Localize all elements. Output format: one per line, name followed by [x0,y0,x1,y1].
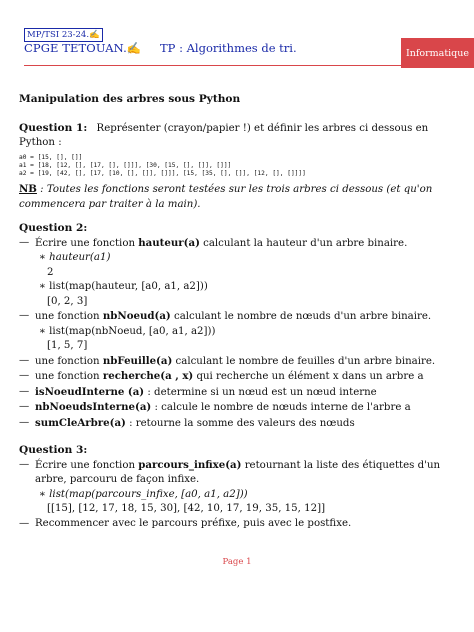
example-result: [1, 5, 7] [47,340,88,352]
question-1-text: Représenter (crayon/papier !) et définir les arbres ci dessous en Python : [19,122,429,148]
example-result: [0, 2, 3] [47,295,88,307]
class-badge: MP/TSI 23-24.✍ [24,28,103,42]
code-line-a2: a2 = [19, [42, [], [17, [10, [], []], []]], [15, [35, [], []], [12, [], []]]] [19,170,306,178]
page-title: Manipulation des arbres sous Python [19,93,241,105]
code-line-a0: a0 = [15, [], []] [19,153,83,161]
school-name: CPGE TETOUAN.✍ [24,41,142,55]
list-item: — Écrire une fonction parcours_infixe(a) retournant la liste des étiquettes d'un arbre, parcouru de façon infixe. [19,458,441,486]
list-item: — Écrire une fonction hauteur(a) calculant la hauteur d'un arbre binaire. [19,236,408,249]
question-1 [19,121,459,213]
function-name: isNoeudInterne (a) [35,385,145,398]
function-name: nbFeuille(a) [102,354,173,367]
code-block [19,154,459,179]
list-item: — nbNoeudsInterne(a) : calcule le nombre de nœuds interne de l'arbre a [19,401,411,414]
example-result: [[15], [12, 17, 18, 15, 30], [42, 10, 17, 19, 35, 15, 12]] [47,503,326,515]
function-name: nbNoeudsInterne(a) [35,401,152,414]
list-item: — Recommencer avec le parcours préfixe, puis avec le postfixe. [19,517,352,529]
list-item: — une fonction recherche(a , x) qui recherche un élément x dans un arbre a [19,370,424,383]
function-name: parcours_infixe(a) [138,458,242,471]
list-item: — une fonction nbFeuille(a) calculant le nombre de feuilles d'un arbre binaire. [19,354,436,367]
question-1-label: Question 1: [19,121,88,134]
nb-note [19,182,459,212]
example-call: ∗ list(map(nbNoeud, [a0, a1, a2])) [39,325,216,337]
example-call: ∗ list(map(hauteur, [a0, a1, a2])) [39,281,208,293]
list-item: — une fonction nbNoeud(a) calculant le nombre de nœuds d'un arbre binaire. [19,310,432,323]
list-item: — sumCleArbre(a) : retourne la somme des valeurs des nœuds [19,416,355,429]
question-3 [19,443,459,531]
question-3-label: Question 3: [19,444,88,457]
question-2 [19,221,459,431]
question-2-label: Question 2: [19,222,88,235]
nb-label: NB [19,183,37,196]
main-content [19,92,459,531]
list-item: — isNoeudInterne (a) : determine si un nœud est un nœud interne [19,385,377,398]
example-result: 2 [47,266,54,278]
nb-text: : Toutes les fonctions seront testées sur les trois arbres ci dessous (et qu'on commencera par traiter à la main). [19,184,433,210]
code-line-a1: a1 = [18, [12, [], [17, [], []]], [30, [15, [], []], []]] [19,161,232,169]
example-call: ∗ list(map(parcours_infixe, [a0, a1, a2])) [39,488,248,500]
function-name: sumCleArbre(a) [35,416,126,429]
subject-tag: Informatique [401,38,474,68]
tp-title: TP : Algorithmes de tri. [160,41,297,55]
header-rule [24,65,474,66]
page-number: Page 1 [222,557,252,567]
example-call: ∗ hauteur(a1) [39,252,111,264]
function-name: recherche(a , x) [102,370,194,383]
function-name: nbNoeud(a) [102,310,171,323]
function-name: hauteur(a) [138,236,200,249]
